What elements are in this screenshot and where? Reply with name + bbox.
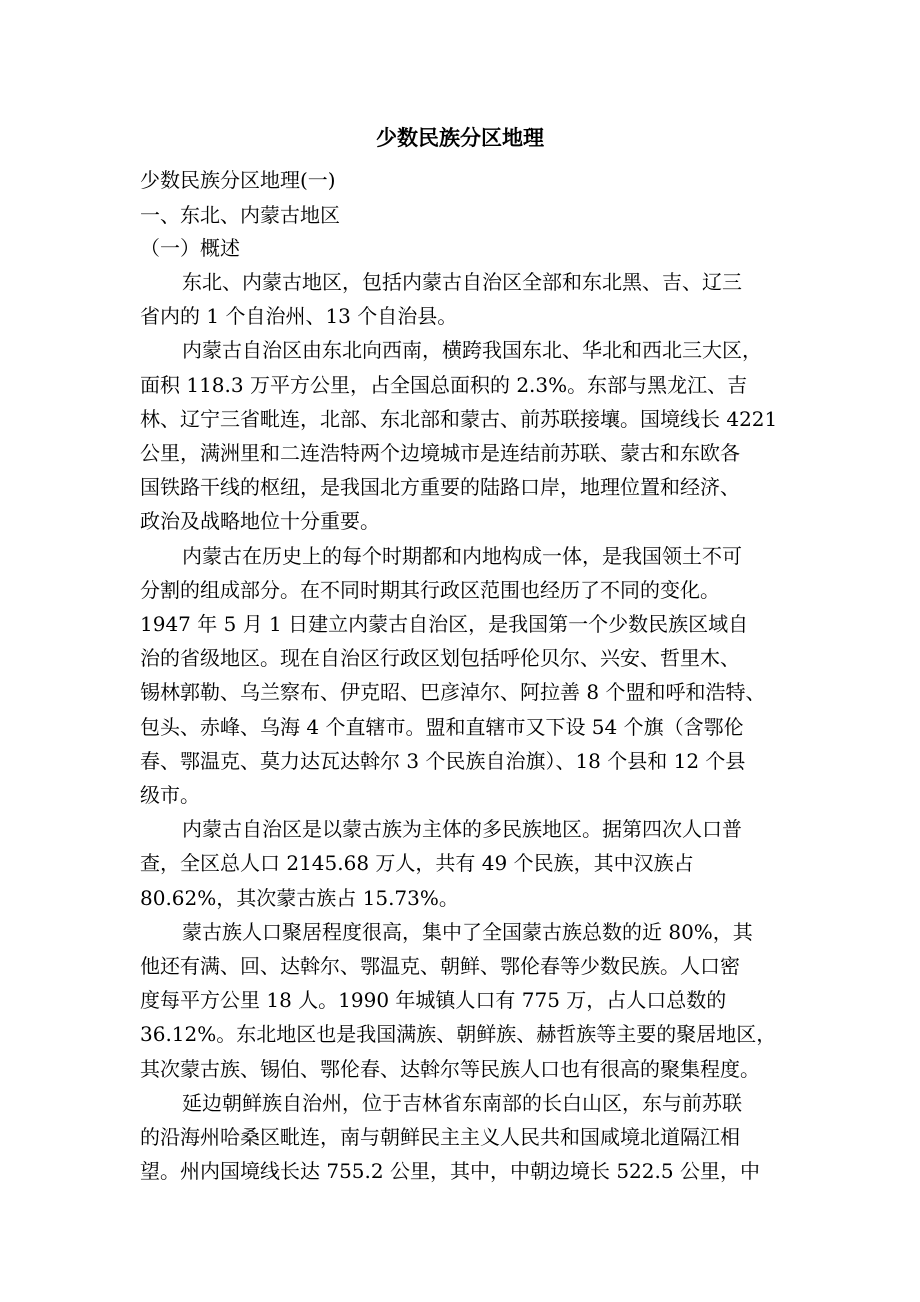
paragraph-line: 锡林郭勒、乌兰察布、伊克昭、巴彦淖尔、阿拉善 8 个盟和呼和浩特、 <box>140 680 766 704</box>
paragraph-line: 查，全区总人口 2145.68 万人，共有 49 个民族，其中汉族占 <box>140 851 694 875</box>
paragraph-line: 蒙古族人口聚居程度很高，集中了全国蒙古族总数的近 80%，其 <box>182 920 753 944</box>
paragraph-line: 面积 118.3 万平方公里，占全国总面积的 2.3%。东部与黑龙江、吉 <box>140 373 748 397</box>
paragraph-line: 公里，满洲里和二连浩特两个边境城市是连结前苏联、蒙古和东欧各 <box>140 441 740 465</box>
paragraph-line: 的沿海州哈桑区毗连，南与朝鲜民主主义人民共和国咸境北道隔江相 <box>140 1125 740 1149</box>
paragraph-line: 国铁路干线的枢纽，是我国北方重要的陆路口岸，地理位置和经济、 <box>140 475 740 499</box>
paragraph-line: 其次蒙古族、锡伯、鄂伦春、达斡尔等民族人口也有很高的聚集程度。 <box>140 1057 760 1081</box>
paragraph-line: 80.62%，其次蒙古族占 15.73%。 <box>140 886 459 910</box>
paragraph-line: 治的省级地区。现在自治区行政区划包括呼伦贝尔、兴安、哲里木、 <box>140 646 740 670</box>
paragraph-line: 望。州内国境线长达 755.2 公里，其中，中朝边境长 522.5 公里，中 <box>140 1159 760 1183</box>
paragraph-line: 分割的组成部分。在不同时期其行政区范围也经历了不同的变化。 <box>140 578 720 602</box>
paragraph-line: 政治及战略地位十分重要。 <box>140 509 380 533</box>
paragraph-line: 春、鄂温克、莫力达瓦达斡尔 3 个民族自治旗）、18 个县和 12 个县 <box>140 749 746 773</box>
paragraph-line: 度每平方公里 18 人。1990 年城镇人口有 775 万，占人口总数的 <box>140 988 727 1012</box>
subsection-heading: （一）概述 <box>140 236 240 260</box>
paragraph-line: 内蒙古在历史上的每个时期都和内地构成一体，是我国领土不可 <box>182 544 742 568</box>
paragraph-line: 级市。 <box>140 783 200 807</box>
section-heading: 一、东北、内蒙古地区 <box>140 203 340 227</box>
paragraph-line: 东北、内蒙古地区，包括内蒙古自治区全部和东北黑、吉、辽三 <box>182 270 742 294</box>
document-title: 少数民族分区地理 <box>376 125 544 150</box>
paragraph-line: 36.12%。东北地区也是我国满族、朝鲜族、赫哲族等主要的聚居地区， <box>140 1022 777 1046</box>
paragraph-line: 延边朝鲜族自治州，位于吉林省东南部的长白山区，东与前苏联 <box>182 1091 742 1115</box>
document-subtitle: 少数民族分区地理(一) <box>140 168 336 192</box>
paragraph-line: 他还有满、回、达斡尔、鄂温克、朝鲜、鄂伦春等少数民族。人口密 <box>140 954 740 978</box>
paragraph-line: 内蒙古自治区是以蒙古族为主体的多民族地区。据第四次人口普 <box>182 817 742 841</box>
paragraph-line: 省内的 1 个自治州、13 个自治县。 <box>140 304 458 328</box>
paragraph-line: 1947 年 5 月 1 日建立内蒙古自治区，是我国第一个少数民族区域自 <box>140 612 749 636</box>
paragraph-line: 包头、赤峰、乌海 4 个直辖市。盟和直辖市又下设 54 个旗（含鄂伦 <box>140 715 744 739</box>
paragraph-line: 内蒙古自治区由东北向西南，横跨我国东北、华北和西北三大区， <box>182 338 762 362</box>
paragraph-line: 林、辽宁三省毗连，北部、东北部和蒙古、前苏联接壤。国境线长 4221 <box>140 407 778 431</box>
